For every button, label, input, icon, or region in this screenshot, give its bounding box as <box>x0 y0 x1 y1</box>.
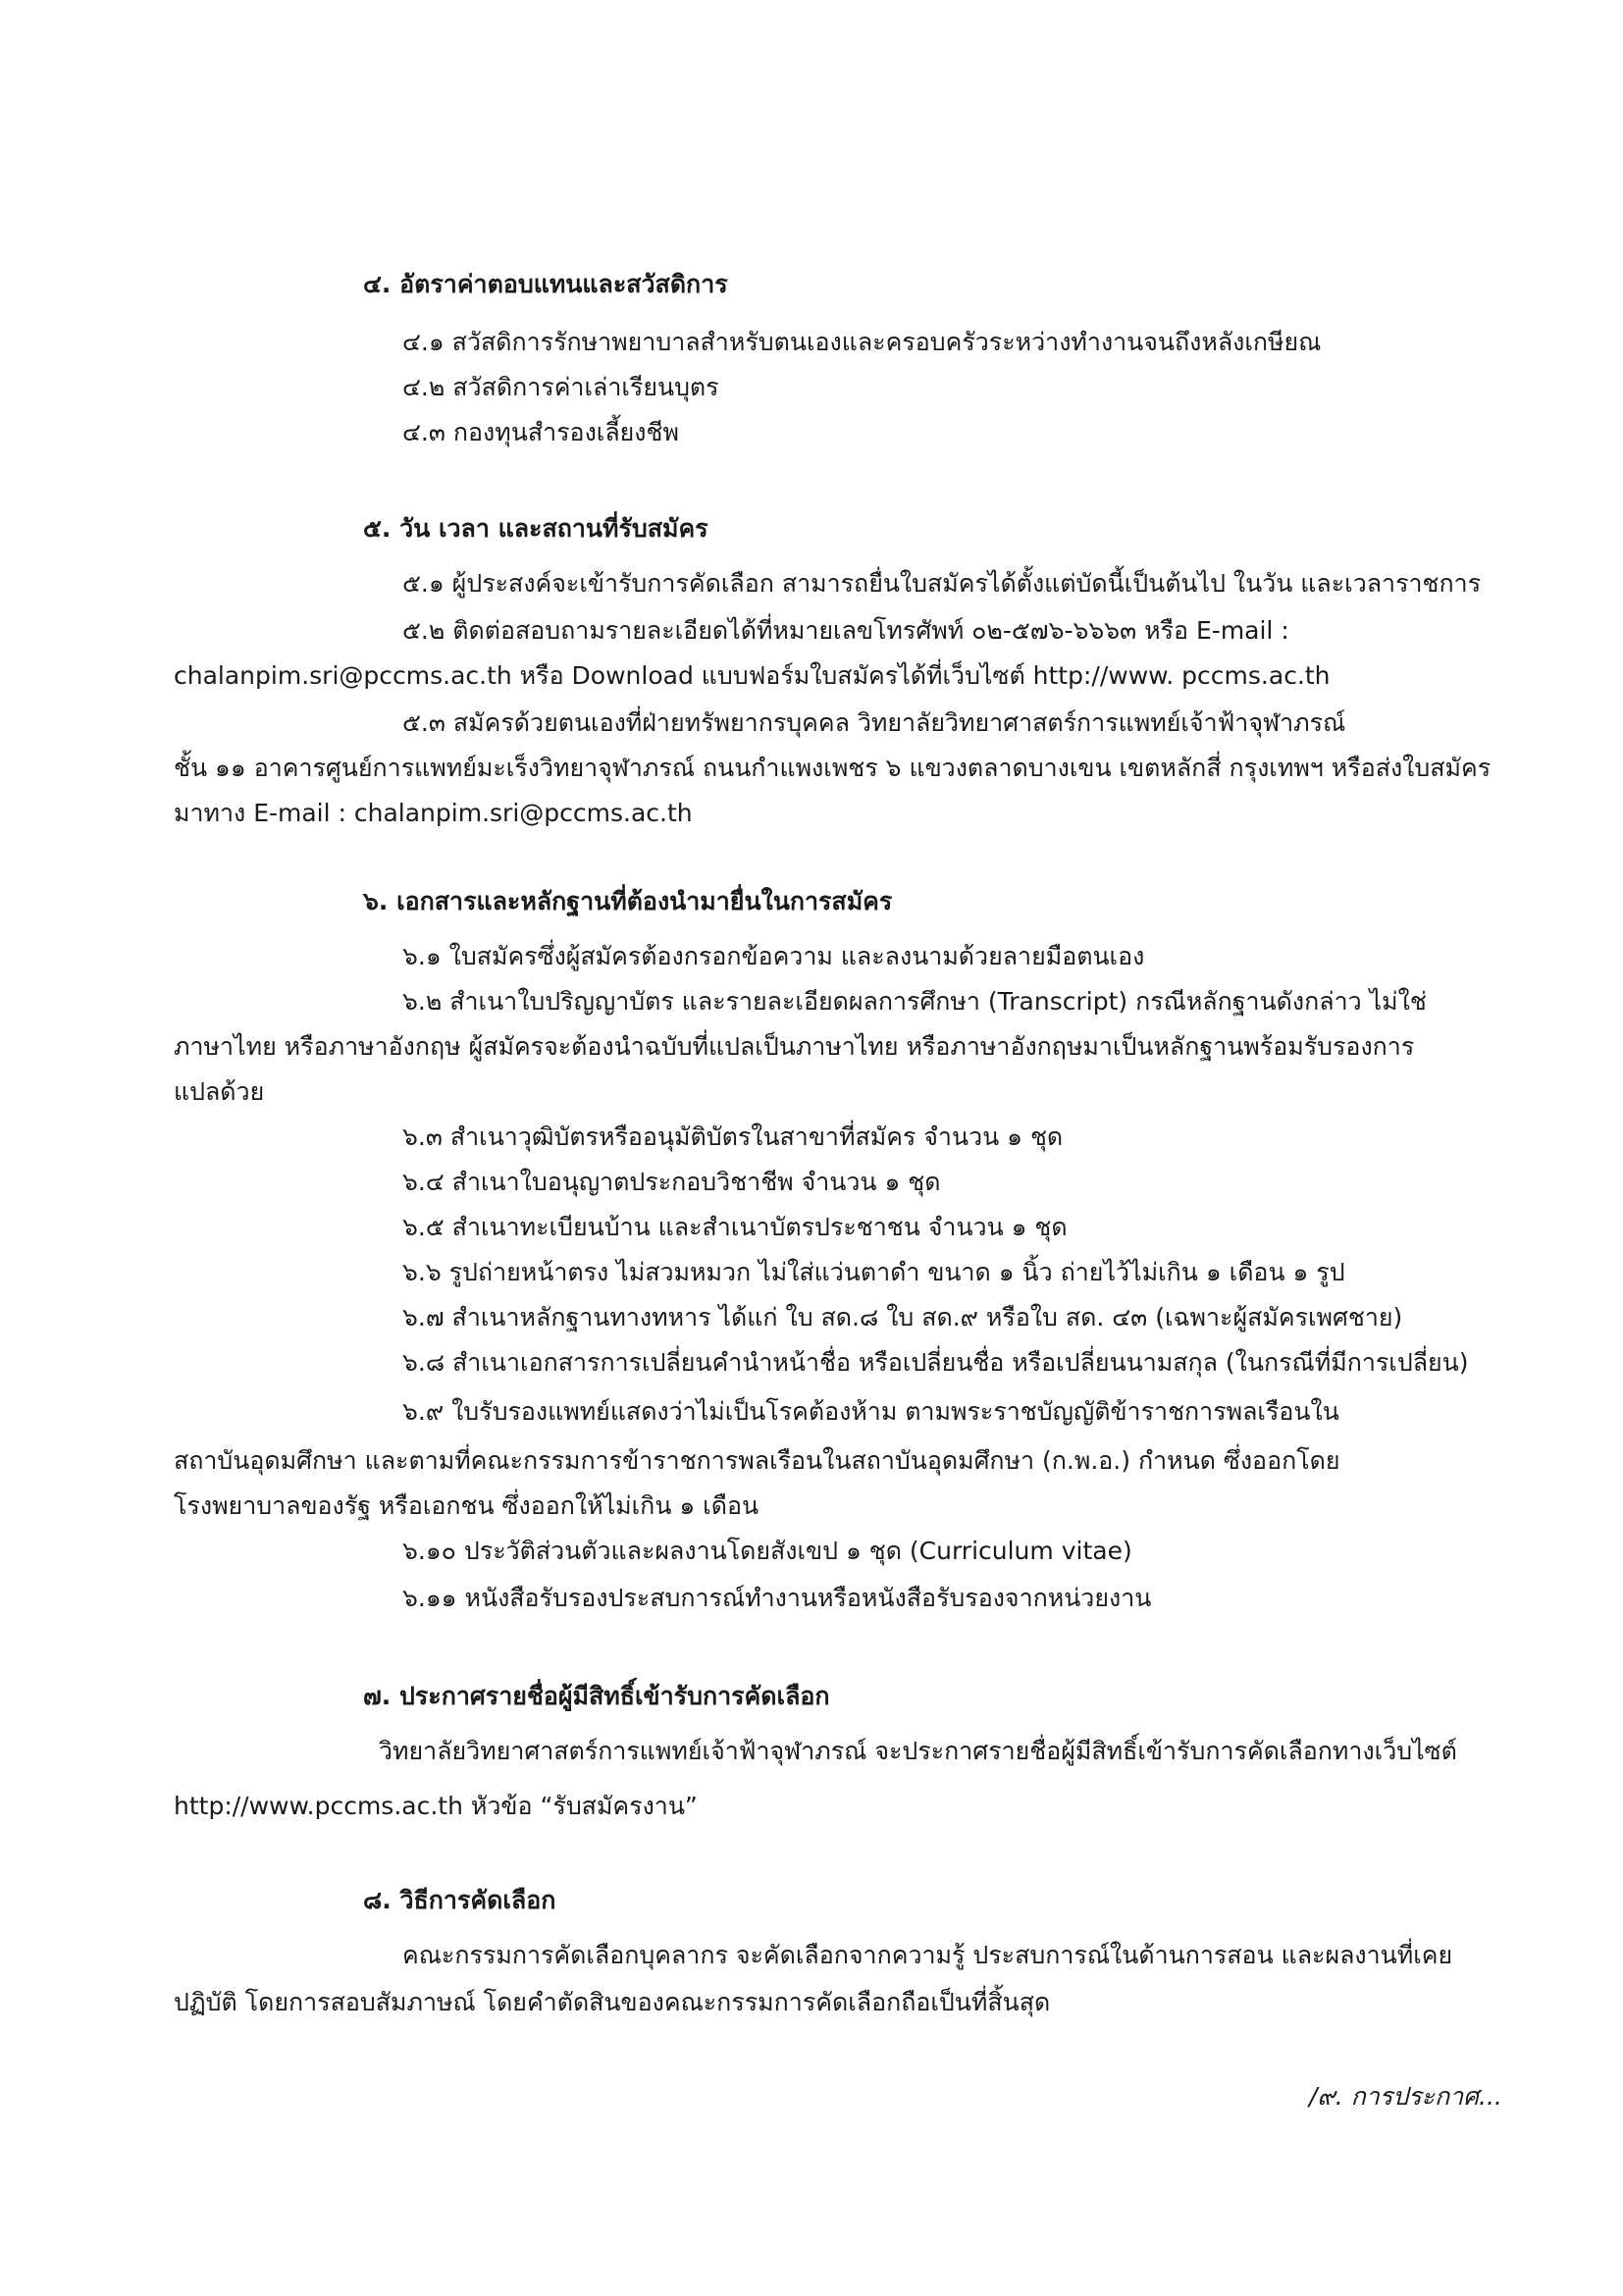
section-5-item-2-line-2: chalanpim.sri@pccms.ac.th หรือ Download แบบฟอร์มใบสมัครได้ที่เว็บไซต์ http://www. pccms.ac.th <box>174 661 1331 690</box>
section-8-line-1: คณะกรรมการคัดเลือกบุคลากร จะคัดเลือกจากความรู้ ประสบการณ์ในด้านการสอน และผลงานที่เคย <box>402 1941 1453 1969</box>
section-5-item-3-line-3: มาทาง E-mail : chalanpim.sri@pccms.ac.th <box>174 799 693 827</box>
section-4-item-2: ๔.๒ สวัสดิการค่าเล่าเรียนบุตร <box>402 373 719 401</box>
section-4-item-3: ๔.๓ กองทุนสำรองเลี้ยงชีพ <box>402 418 679 446</box>
section-5-heading: ๕. วัน เวลา และสถานที่รับสมัคร <box>363 514 708 543</box>
section-7-line-2: http://www.pccms.ac.th หัวข้อ “รับสมัครงาน” <box>174 1792 698 1820</box>
section-6-item-10: ๖.๑๐ ประวัติส่วนตัวและผลงานโดยสังเขป ๑ ชุด (Curriculum vitae) <box>402 1537 1132 1565</box>
continuation-footer: /๙. การประกาศ... <box>1309 2082 1502 2111</box>
section-8-heading: ๘. วิธีการคัดเลือก <box>363 1886 556 1914</box>
section-6-heading: ๖. เอกสารและหลักฐานที่ต้องนำมายื่นในการสมัคร <box>363 887 893 915</box>
section-6-item-9-line-2: สถาบันอุดมศึกษา และตามที่คณะกรรมการข้าราชการพลเรือนในสถาบันอุดมศึกษา (ก.พ.อ.) กำหนด ซึ่งออกโดย <box>174 1446 1340 1475</box>
section-5-item-2-line-1: ๕.๒ ติดต่อสอบถามรายละเอียดได้ที่หมายเลขโทรศัพท์ ๐๒-๕๗๖-๖๖๖๓ หรือ E-mail : <box>402 616 1289 645</box>
section-6-item-3: ๖.๓ สำเนาวุฒิบัตรหรืออนุมัติบัตรในสาขาที่สมัคร จำนวน ๑ ชุด <box>402 1122 1064 1151</box>
section-4-heading: ๔. อัตราค่าตอบแทนและสวัสดิการ <box>363 270 728 298</box>
section-6-item-9-line-1: ๖.๙ ใบรับรองแพทย์แสดงว่าไม่เป็นโรคต้องห้าม ตามพระราชบัญญัติข้าราชการพลเรือนใน <box>402 1397 1339 1426</box>
section-7-heading: ๗. ประกาศรายชื่อผู้มีสิทธิ์เข้ารับการคัดเลือก <box>363 1682 830 1710</box>
section-6-item-4: ๖.๔ สำเนาใบอนุญาตประกอบวิชาชีพ จำนวน ๑ ชุด <box>402 1168 941 1196</box>
section-7-line-1: วิทยาลัยวิทยาศาสตร์การแพทย์เจ้าฟ้าจุฬาภรณ์ จะประกาศรายชื่อผู้มีสิทธิ์เข้ารับการคัดเลือกทางเว็บไซต์ <box>379 1737 1457 1765</box>
section-6-item-6: ๖.๖ รูปถ่ายหน้าตรง ไม่สวมหมวก ไม่ใส่แว่นตาดำ ขนาด ๑ นิ้ว ถ่ายไว้ไม่เกิน ๑ เดือน ๑ รูป <box>402 1258 1345 1286</box>
section-6-item-2-line-1: ๖.๒ สำเนาใบปริญญาบัตร และรายละเอียดผลการศึกษา (Transcript) กรณีหลักฐานดังกล่าว ไม่ใช่ <box>402 987 1427 1016</box>
section-6-item-8: ๖.๘ สำเนาเอกสารการเปลี่ยนคำนำหน้าชื่อ หรือเปลี่ยนชื่อ หรือเปลี่ยนนามสกุล (ในกรณีที่มีการเปลี่ยน) <box>402 1348 1469 1377</box>
section-6-item-2-line-2: ภาษาไทย หรือภาษาอังกฤษ ผู้สมัครจะต้องนำฉบับที่แปลเป็นภาษาไทย หรือภาษาอังกฤษมาเป็นหลักฐานพร้อมรับรองการ <box>174 1032 1415 1061</box>
section-6-item-9-line-3: โรงพยาบาลของรัฐ หรือเอกชน ซึ่งออกให้ไม่เกิน ๑ เดือน <box>174 1491 759 1520</box>
section-5-item-1: ๕.๑ ผู้ประสงค์จะเข้ารับการคัดเลือก สามารถยื่นใบสมัครได้ตั้งแต่บัดนี้เป็นต้นไป ในวัน และเวลาราชการ <box>402 569 1482 598</box>
section-6-item-5: ๖.๕ สำเนาทะเบียนบ้าน และสำเนาบัตรประชาชน จำนวน ๑ ชุด <box>402 1213 1068 1241</box>
section-6-item-11: ๖.๑๑ หนังสือรับรองประสบการณ์ทำงานหรือหนังสือรับรองจากหน่วยงาน <box>402 1584 1152 1612</box>
section-6-item-7: ๖.๗ สำเนาหลักฐานทางทหาร ได้แก่ ใบ สด.๘ ใบ สด.๙ หรือใบ สด. ๔๓ (เฉพาะผู้สมัครเพศชาย) <box>402 1303 1403 1331</box>
section-5-item-3-line-1: ๕.๓ สมัครด้วยตนเองที่ฝ่ายทรัพยากรบุคคล วิทยาลัยวิทยาศาสตร์การแพทย์เจ้าฟ้าจุฬาภรณ์ <box>402 708 1346 737</box>
section-6-item-2-line-3: แปลด้วย <box>174 1077 265 1106</box>
section-4-item-1: ๔.๑ สวัสดิการรักษาพยาบาลสำหรับตนเองและครอบครัวระหว่างทำงานจนถึงหลังเกษียณ <box>402 328 1322 356</box>
section-8-line-2: ปฏิบัติ โดยการสอบสัมภาษณ์ โดยคำตัดสินของคณะกรรมการคัดเลือกถือเป็นที่สิ้นสุด <box>174 1988 1051 2016</box>
section-5-item-3-line-2: ชั้น ๑๑ อาคารศูนย์การแพทย์มะเร็งวิทยาจุฬาภรณ์ ถนนกำแพงเพชร ๖ แขวงตลาดบางเขน เขตหลักสี่ กรุงเทพฯ หรือส่งใบสมัคร <box>174 754 1492 782</box>
section-6-item-1: ๖.๑ ใบสมัครซึ่งผู้สมัครต้องกรอกข้อความ และลงนามด้วยลายมือตนเอง <box>402 942 1145 970</box>
